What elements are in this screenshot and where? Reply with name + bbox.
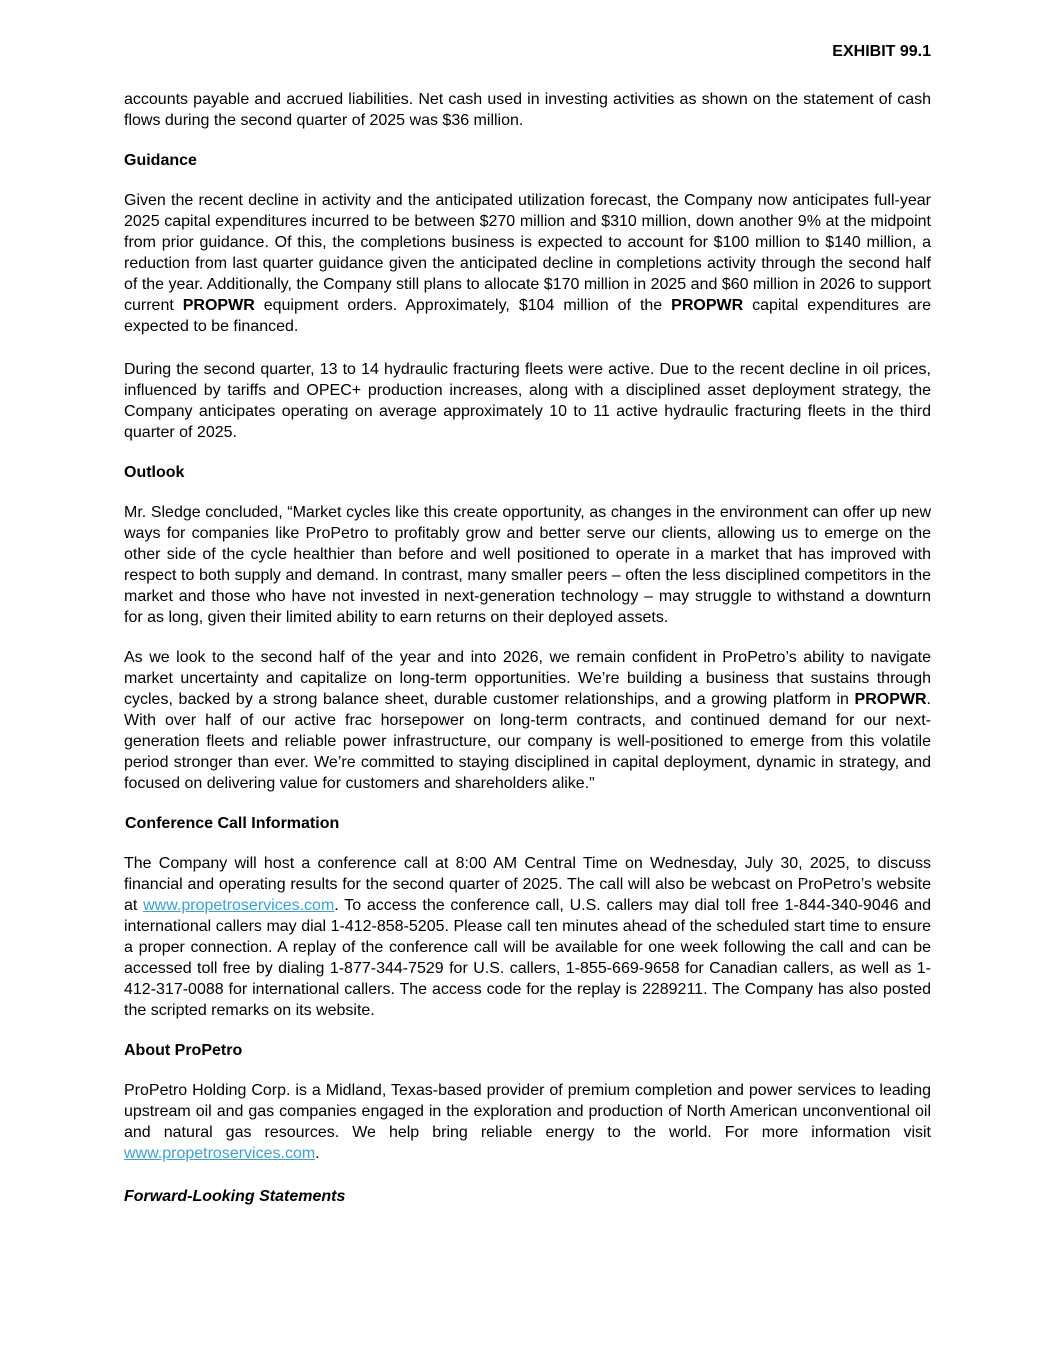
outlook-paragraph-2 (124, 647, 931, 794)
guidance-text-a: Given the recent decline in activity and the anticipated utilization forecast, the Company now anticipates full-year 2025 capital expenditures incurred to be between $270 million and $310 million, down another 9% at the midpoint from prior guidance. Of this, the completions business is expected to account for $100 million to $140 million, a reduction from last quarter guidance given the anticipated decline in completions activity through the second half of the year. Additionally, the Company still plans to allocate $170 million in 2025 and $60 million in 2026 to support current (124, 192, 931, 314)
guidance-text-c: capital expenditures are expected to be financed. (124, 297, 932, 335)
guidance-paragraph-1 (124, 190, 931, 337)
guidance-heading: Guidance (124, 152, 197, 169)
outlook-text-b: . With over half of our active frac horsepower on long-term contracts, and continued demand for our next-generation fleets and reliable power infrastructure, our company is well-positioned to emerge from this volatile period stronger than ever. We’re committed to staying disciplined in capital deployment, dynamic in strategy, and focused on delivering value for customers and shareholders alike." (124, 691, 931, 792)
conference-text-b: . To access the conference call, U.S. callers may dial toll free 1-844-340-9046 and international callers may dial 1-412-858-5205. Please call ten minutes ahead of the scheduled start time to ensure a proper connection. A replay of the conference call will be available for one week following the call and can be accessed toll free by dialing 1-877-344-7529 for U.S. callers, 1-855-669-9658 for Canadian callers, as well as 1-412-317-0088 for international callers. The access code for the replay is 2289211. The Company has also posted the scripted remarks on its website. (124, 897, 931, 1019)
conference-heading: Conference Call Information (125, 815, 340, 832)
propwr-brand: PROPWR (854, 691, 927, 708)
about-heading: About ProPetro (124, 1042, 243, 1059)
website-link[interactable]: www.propetroservices.com (143, 897, 335, 914)
about-text-a: ProPetro Holding Corp. is a Midland, Texas-based provider of premium completion and power services to leading upstream oil and gas companies engaged in the exploration and production of North American unconventional oil and natural gas resources. We help bring reliable energy to the world. For more information visit (124, 1082, 931, 1141)
conference-text-a: The Company will host a conference call at 8:00 AM Central Time on Wednesday, July 30, 2025, to discuss financial and operating results for the second quarter of 2025. The call will also be webcast on ProPetro’s website at (124, 855, 931, 914)
guidance-text-b: equipment orders. Approximately, $104 million of the (254, 297, 672, 314)
propwr-brand: PROPWR (671, 297, 744, 314)
intro-paragraph: accounts payable and accrued liabilities. Net cash used in investing activities as shown on the statement of cash flows during the second quarter of 2025 was $36 million. (124, 91, 931, 129)
exhibit-label: EXHIBIT 99.1 (832, 43, 931, 60)
outlook-text-a: As we look to the second half of the year and into 2026, we remain confident in ProPetro’s ability to navigate market uncertainty and capitalize on long-term opportunities. We’re building a business that sustains through cycles, backed by a strong balance sheet, durable customer relationships, and a growing platform in (124, 649, 931, 708)
outlook-paragraph-1: Mr. Sledge concluded, “Market cycles like this create opportunity, as changes in the environment can offer up new ways for companies like ProPetro to profitably grow and better serve our clients, allowing us to emerge on the other side of the cycle healthier than before and well positioned to operate in a market that has improved with respect to both supply and demand. In contrast, many smaller peers – often the less disciplined competitors in the market and those who have not invested in next-generation technology – may struggle to withstand a downturn for as long, given their limited ability to earn returns on their deployed assets. (124, 504, 931, 626)
document-body (124, 89, 931, 1226)
conference-paragraph (124, 853, 931, 1021)
website-link[interactable]: www.propetroservices.com (124, 1145, 316, 1162)
about-paragraph (124, 1080, 931, 1164)
guidance-paragraph-2: During the second quarter, 13 to 14 hydraulic fracturing fleets were active. Due to the recent decline in oil prices, influenced by tariffs and OPEC+ production increases, along with a disciplined asset deployment strategy, the Company anticipates operating on average approximately 10 to 11 active hydraulic fracturing fleets in the third quarter of 2025. (124, 361, 931, 441)
about-text-b: . (315, 1145, 320, 1162)
forward-looking-heading: Forward-Looking Statements (124, 1188, 346, 1205)
outlook-heading: Outlook (124, 464, 185, 481)
propwr-brand: PROPWR (182, 297, 255, 314)
